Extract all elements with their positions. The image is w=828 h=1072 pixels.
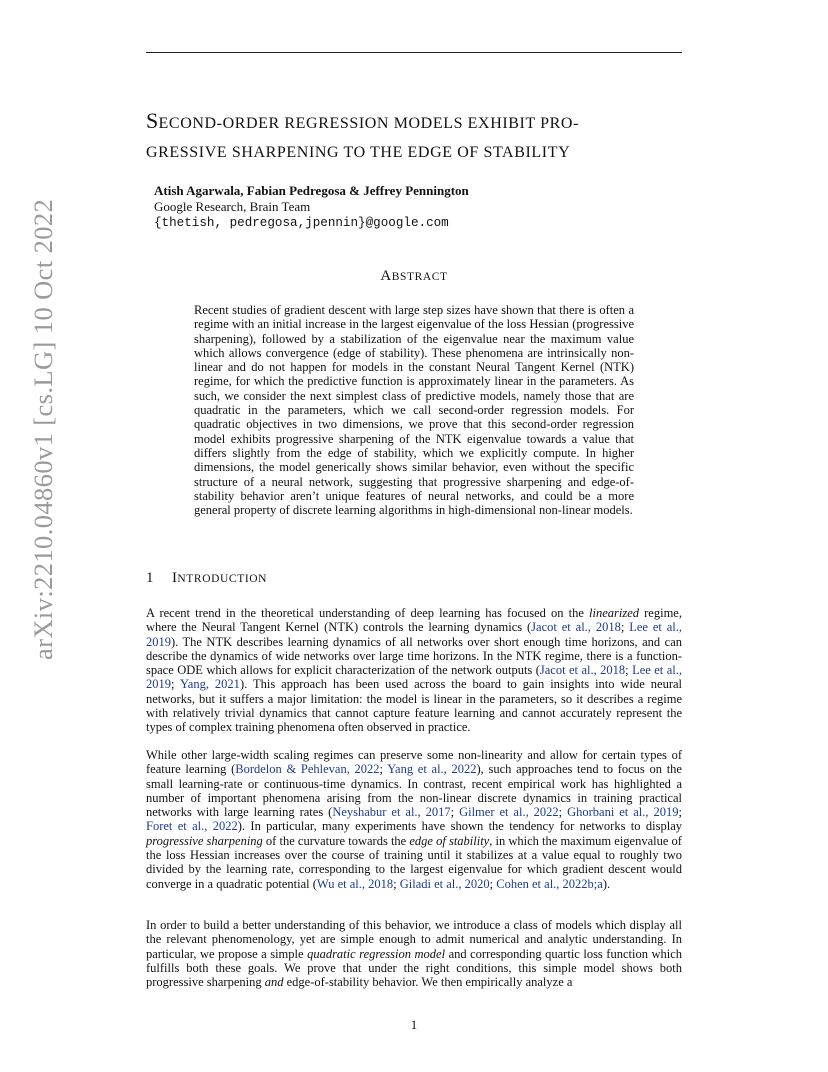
- abstract-text: Recent studies of gradient descent with large step sizes have shown that there is often a regime with an initial increase in the largest eigenvalue of the loss Hessian (progressive sharpening), followed by a stabilization of the eigenvalue near the maximum value which allows convergence (edge of stability). These phenomena are intrinsically non-linear and do not happen for models in the constant Neural Tangent Kernel (NTK) regime, for which the predictive function is approximately linear in the parameters. As such, we consider the next simplest class of predictive models, namely those that are quadratic in the parameters, which we call second-order regression models. For quadratic objectives in two dimensions, we prove that this second-order regression model exhibits progressive sharpening of the NTK eigenvalue towards a value that differs slightly from the edge of stability, which we explicitly compute. In higher dimensions, the model generically shows similar behavior, even without the specific structure of a neural network, suggesting that progressive sharpening and edge-of-stability behavior aren’t unique features of neural networks, and could be a more general property of discrete learning algorithms in high-dimensional non-linear models.: [194, 303, 634, 518]
- author-emails: {thetish, pedregosa,jpennin}@google.com: [154, 216, 449, 230]
- section-heading: 1 INTRODUCTION: [146, 570, 268, 586]
- citation-link[interactable]: Neyshabur et al., 2017: [332, 805, 451, 820]
- citation-link[interactable]: Cohen et al., 2022b;a: [496, 876, 603, 891]
- intro-paragraph-3: In order to build a better understanding of this behavior, we introduce a class of models which display all the relevant phenomenology, yet are simple enough to admit numerical and analytic understanding. In particular, we propose a simple quadratic regression model and corresponding quartic loss function which fulfills both these goals. We prove that under the right conditions, this simple model shows both progressive sharpening and edge-of-stability behavior. We then empirically analyze a: [146, 918, 683, 990]
- intro-paragraph-2: While other large-width scaling regimes can preserve some non-linearity and allow for certain types of feature learning (Bordelon & Pehlevan, 2022; Yang et al., 2022), such approaches tend to focus on the small learning-rate or continuous-time dynamics. In contrast, recent empirical work has highlighted a number of important phenomena arising from the non-linear discrete dynamics in training practical networks with large learning rates (Neyshabur et al., 2017; Gilmer et al., 2022; Ghorbani et al., 2019; Foret et al., 2022). In particular, many experiments have shown the tendency for networks to display progressive sharpening of the curvature towards the edge of stability, in which the maximum eigenvalue of the loss Hessian increases over the course of training until it stabilizes at a value equal to roughly two divided by the learning rate, corresponding to the largest eigenvalue for which gradient descent would converge in a quadratic potential (Wu et al., 2018; Giladi et al., 2020; Cohen et al., 2022b;a).: [146, 748, 682, 891]
- intro-paragraph-1: A recent trend in the theoretical understanding of deep learning has focused on the linearized regime, where the Neural Tangent Kernel (NTK) controls the learning dynamics (Jacot et al., 2018; Lee et al., 2019). The NTK describes learning dynamics of all networks over short enough time horizons, and can describe the dynamics of wide networks over large time horizons. In the NTK regime, there is a function-space ODE which allows for explicit characterization of the network outputs (Jacot et al., 2018; Lee et al., 2019; Yang, 2021). This approach has been used across the board to gain insights into wide neural networks, but it suffers a major limitation: the model is linear in the parameters, so it describes a regime with relatively trivial dynamics that cannot capture feature learning and cannot accurately represent the types of complex training phenomena often observed in practice.: [146, 606, 683, 735]
- citation-link[interactable]: Bordelon & Pehlevan, 2022: [235, 762, 380, 777]
- arxiv-stamp-text: arXiv:2210.04860v1 [cs.LG] 10 Oct 2022: [28, 198, 58, 660]
- citation-link[interactable]: Lee et al., 2019: [146, 620, 683, 649]
- citation-link[interactable]: Jacot et al., 2018: [531, 620, 621, 635]
- header-rule: [146, 52, 682, 53]
- citation-link[interactable]: Lee et al., 2019: [146, 663, 682, 692]
- citation-link[interactable]: Gilmer et al., 2022: [459, 805, 559, 820]
- citation-link[interactable]: Giladi et al., 2020: [399, 876, 490, 891]
- citation-link[interactable]: Yang et al., 2022: [387, 762, 477, 777]
- paper-title: [146, 106, 706, 167]
- arxiv-stamp: [28, 198, 58, 680]
- section-number: 1: [146, 570, 154, 586]
- author-block: [154, 183, 674, 231]
- author-affiliation: Google Research, Brain Team: [154, 199, 311, 214]
- citation-link[interactable]: Foret et al., 2022: [146, 819, 238, 834]
- citation-link[interactable]: Ghorbani et al., 2019: [567, 805, 679, 820]
- title-line-1: SECOND-ORDER REGRESSION MODELS EXHIBIT PRO-: [146, 108, 580, 133]
- citation-link[interactable]: Yang, 2021: [180, 677, 240, 692]
- page-number: 1: [410, 1017, 418, 1032]
- citation-link[interactable]: Jacot et al., 2018: [539, 663, 626, 678]
- title-line-2: GRESSIVE SHARPENING TO THE EDGE OF STABILITY: [146, 144, 571, 161]
- citation-link[interactable]: Wu et al., 2018: [316, 876, 394, 891]
- abstract-heading: ABSTRACT: [380, 268, 448, 284]
- author-names: Atish Agarwala, Fabian Pedregosa & Jeffrey Pennington: [154, 183, 469, 198]
